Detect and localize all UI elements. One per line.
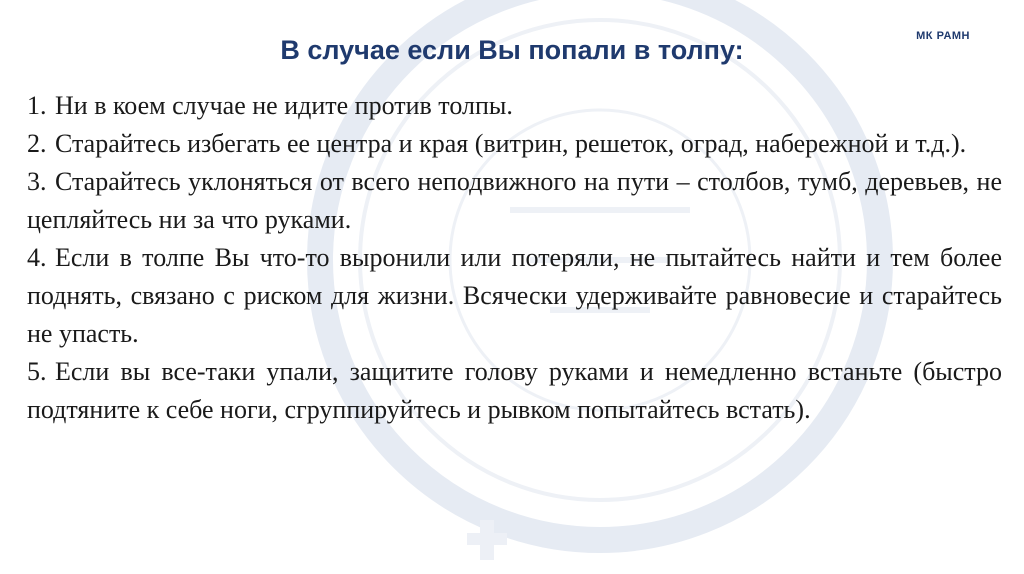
list-item-number: 2. — [27, 129, 47, 158]
list-item — [27, 353, 1002, 429]
list-item — [27, 87, 1002, 125]
list-item — [27, 163, 1002, 239]
brand-label: МК РАМН — [916, 30, 970, 42]
slide-title: В случае если Вы попали в толпу: — [280, 35, 744, 65]
list-item-text: Ни в коем случае не идите против толпы. — [55, 91, 513, 120]
list-item-number: 4. — [27, 243, 47, 272]
list-item-number: 5. — [27, 357, 47, 386]
list-item-text: Старайтесь уклоняться от всего неподвижного на пути – столбов, тумб, деревьев, не цепляйтесь ни за что руками. — [27, 167, 1002, 234]
list-item-number: 1. — [27, 91, 47, 120]
list-item-text: Старайтесь избегать ее центра и края (витрин, решеток, оград, набережной и т.д.). — [55, 129, 967, 158]
advice-list — [27, 87, 1002, 429]
list-item — [27, 125, 1002, 163]
list-item — [27, 239, 1002, 353]
list-item-text: Если вы все-таки упали, защитите голову руками и немедленно встаньте (быстро подтяните к себе ноги, сгруппируйтесь и рывком попытайтесь встать). — [27, 357, 1002, 424]
list-item-number: 3. — [27, 167, 47, 196]
list-item-text: Если в толпе Вы что-то выронили или потеряли, не пытайтесь найти и тем более поднять, связано с риском для жизни. Всячески удерживайте равновесие и старайтесь не упасть. — [27, 243, 1002, 348]
